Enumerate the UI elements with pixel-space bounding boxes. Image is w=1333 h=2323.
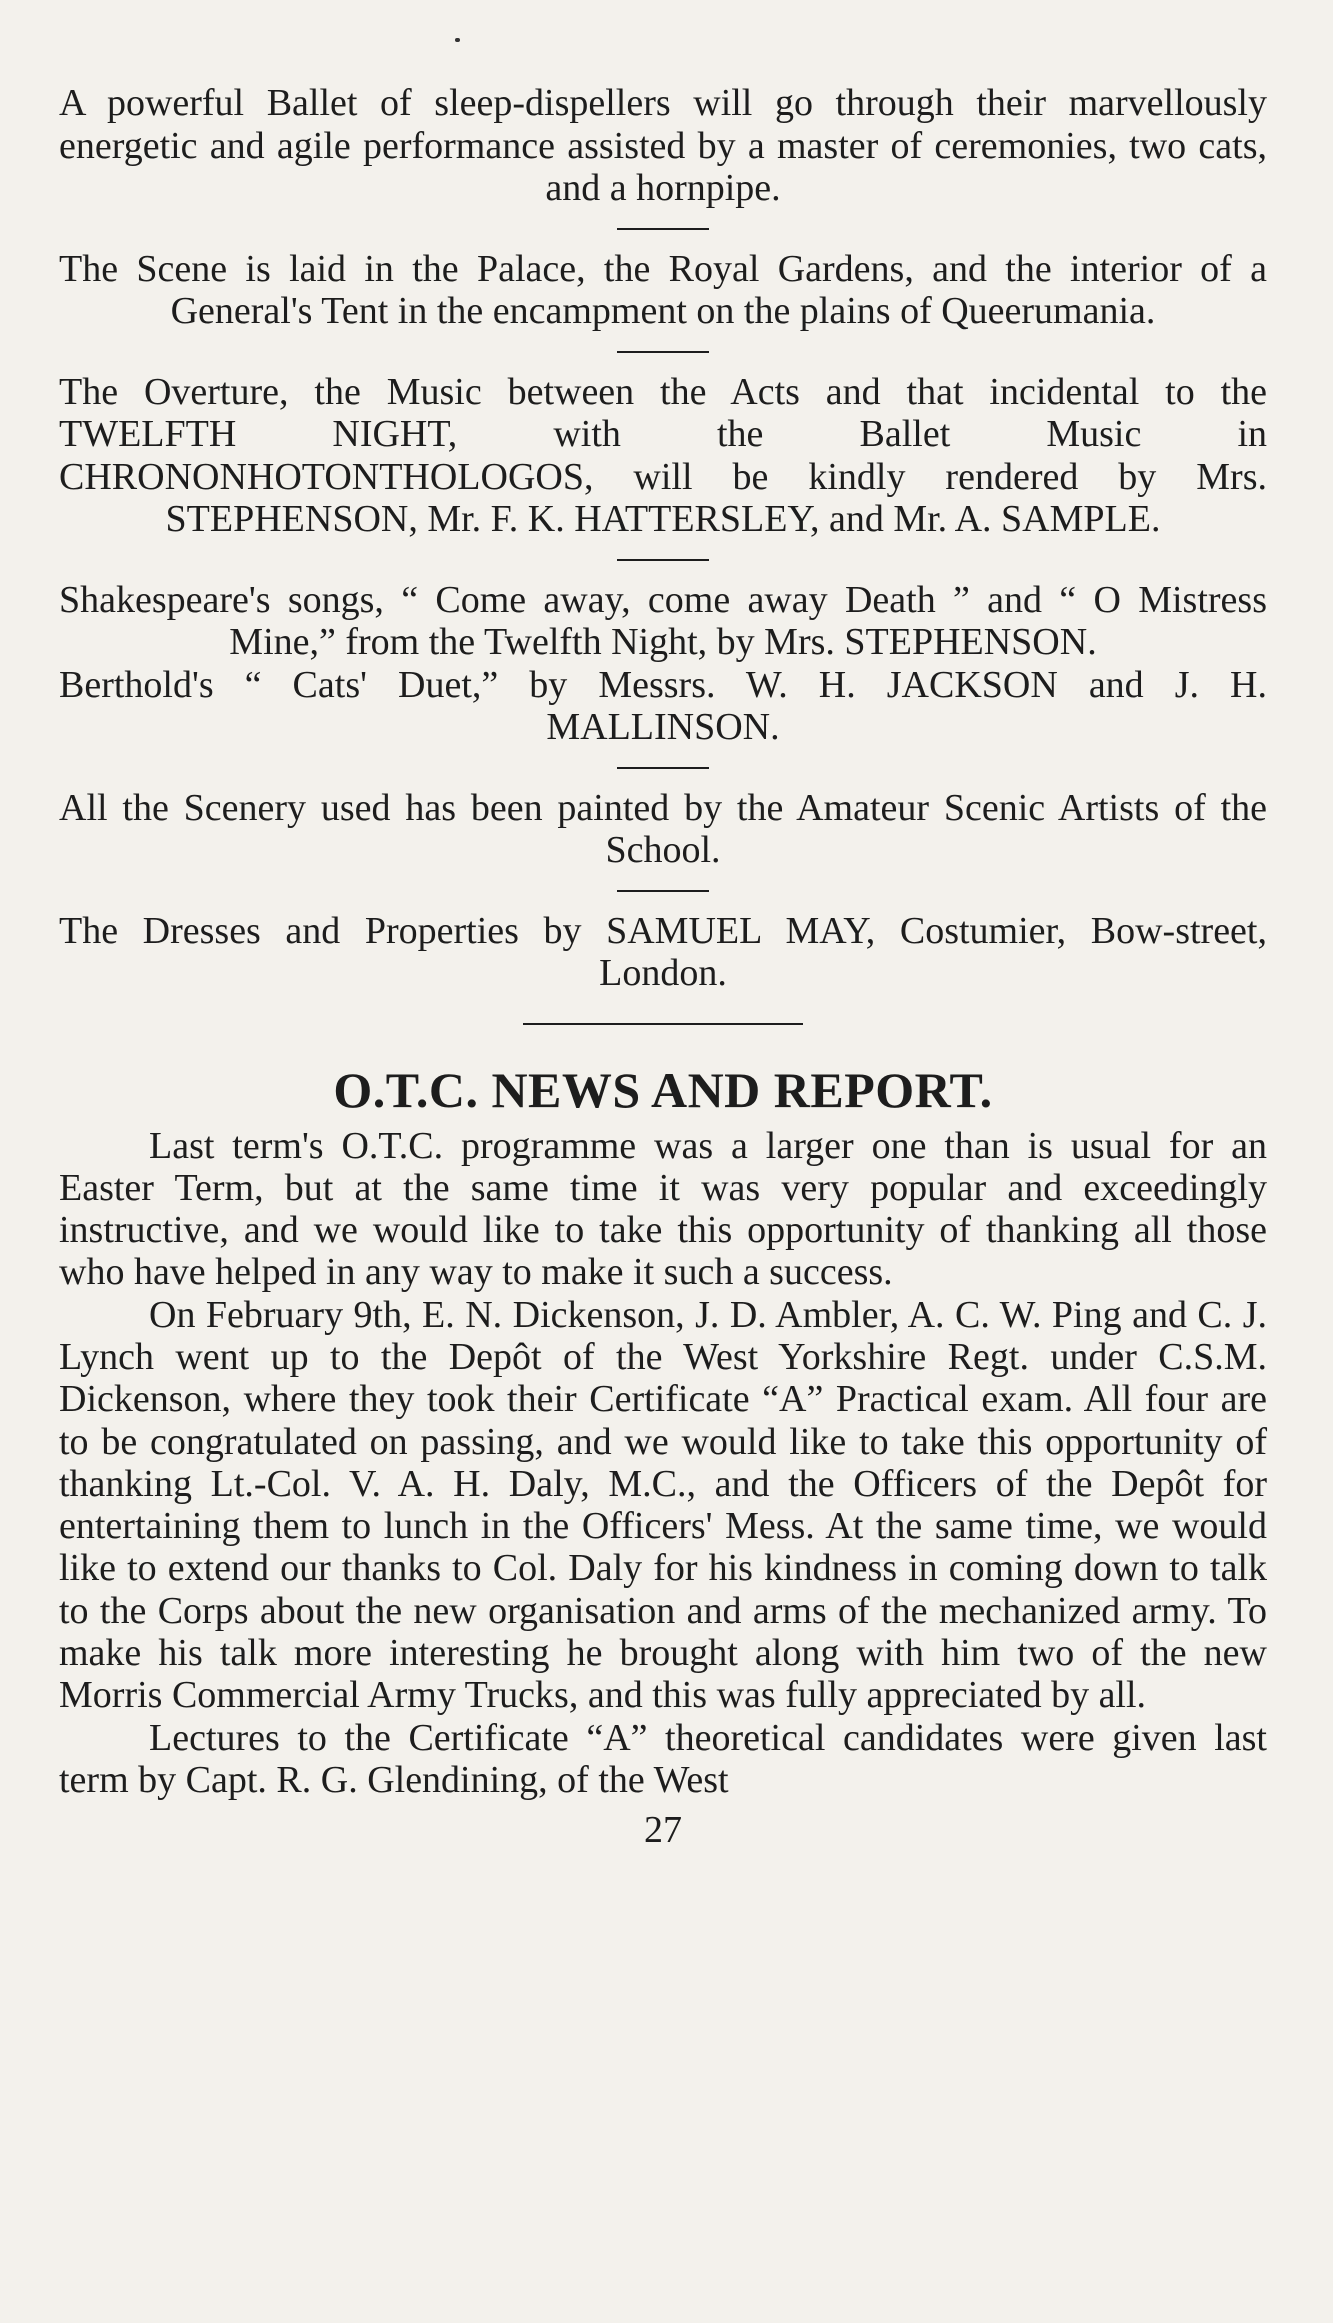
ballet-paragraph: A powerful Ballet of sleep-dispellers will go through their marvellously energetic and agile performance assisted by a master of ceremonies, two cats, and a hornpipe.	[59, 82, 1267, 209]
otc-paragraph: Lectures to the Certificate “A” theoretical candidates were given last term by Capt. R. G. Glendining, of the West	[59, 1716, 1267, 1801]
divider-rule	[617, 559, 709, 561]
scene-paragraph: The Scene is laid in the Palace, the Royal Gardens, and the interior of a General's Tent in the encampment on the plains of Queerumania.	[59, 247, 1267, 332]
songs-paragraph: Shakespeare's songs, “ Come away, come away Death ” and “ O Mistress Mine,” from the Twelfth Night, by Mrs. STEPHENSON.	[59, 578, 1267, 663]
scenery-paragraph: All the Scenery used has been painted by the Amateur Scenic Artists of the School.	[59, 786, 1267, 871]
ink-speck	[455, 38, 460, 42]
divider-rule	[617, 351, 709, 353]
divider-rule	[617, 228, 709, 230]
section-divider-rule	[523, 1023, 803, 1025]
otc-paragraph: On February 9th, E. N. Dickenson, J. D. Ambler, A. C. W. Ping and C. J. Lynch went up to the Depôt of the West Yorkshire Regt. under C.S.M. Dickenson, where they took their Certificate “A” Practical exam. All four are to be congratulated on passing, and we would like to take this opportunity of thanking Lt.-Col. V. A. H. Daly, M.C., and the Officers of the Depôt for entertaining them to lunch in the Officers' Mess. At the same time, we would like to extend our thanks to Col. Daly for his kindness in coming down to talk to the Corps about the new organisation and arms of the mechanized army. To make his talk more interesting he brought along with him two of the new Morris Commercial Army Trucks, and this was fully appreciated by all.	[59, 1293, 1267, 1717]
otc-paragraph: Last term's O.T.C. programme was a larger one than is usual for an Easter Term, but at the same time it was very popular and exceedingly instructive, and we would like to take this opportunity of thanking all those who have helped in any way to make it such a success.	[59, 1124, 1267, 1294]
page-number: 27	[644, 1809, 682, 1852]
divider-rule	[617, 890, 709, 892]
duet-paragraph: Berthold's “ Cats' Duet,” by Messrs. W. H. JACKSON and J. H. MALLINSON.	[59, 663, 1267, 748]
divider-rule	[617, 767, 709, 769]
dresses-paragraph: The Dresses and Properties by SAMUEL MAY, Costumier, Bow-street, London.	[59, 909, 1267, 994]
otc-heading: O.T.C. NEWS AND REPORT.	[333, 1061, 993, 1118]
document-page	[59, 82, 1267, 1851]
music-paragraph: The Overture, the Music between the Acts and that incidental to the TWELFTH NIGHT, with the Ballet Music in CHRONONHOTONTHOLOGOS, will be kindly rendered by Mrs. STEPHENSON, Mr. F. K. HATTERSLEY, and Mr. A. SAMPLE.	[59, 370, 1267, 540]
